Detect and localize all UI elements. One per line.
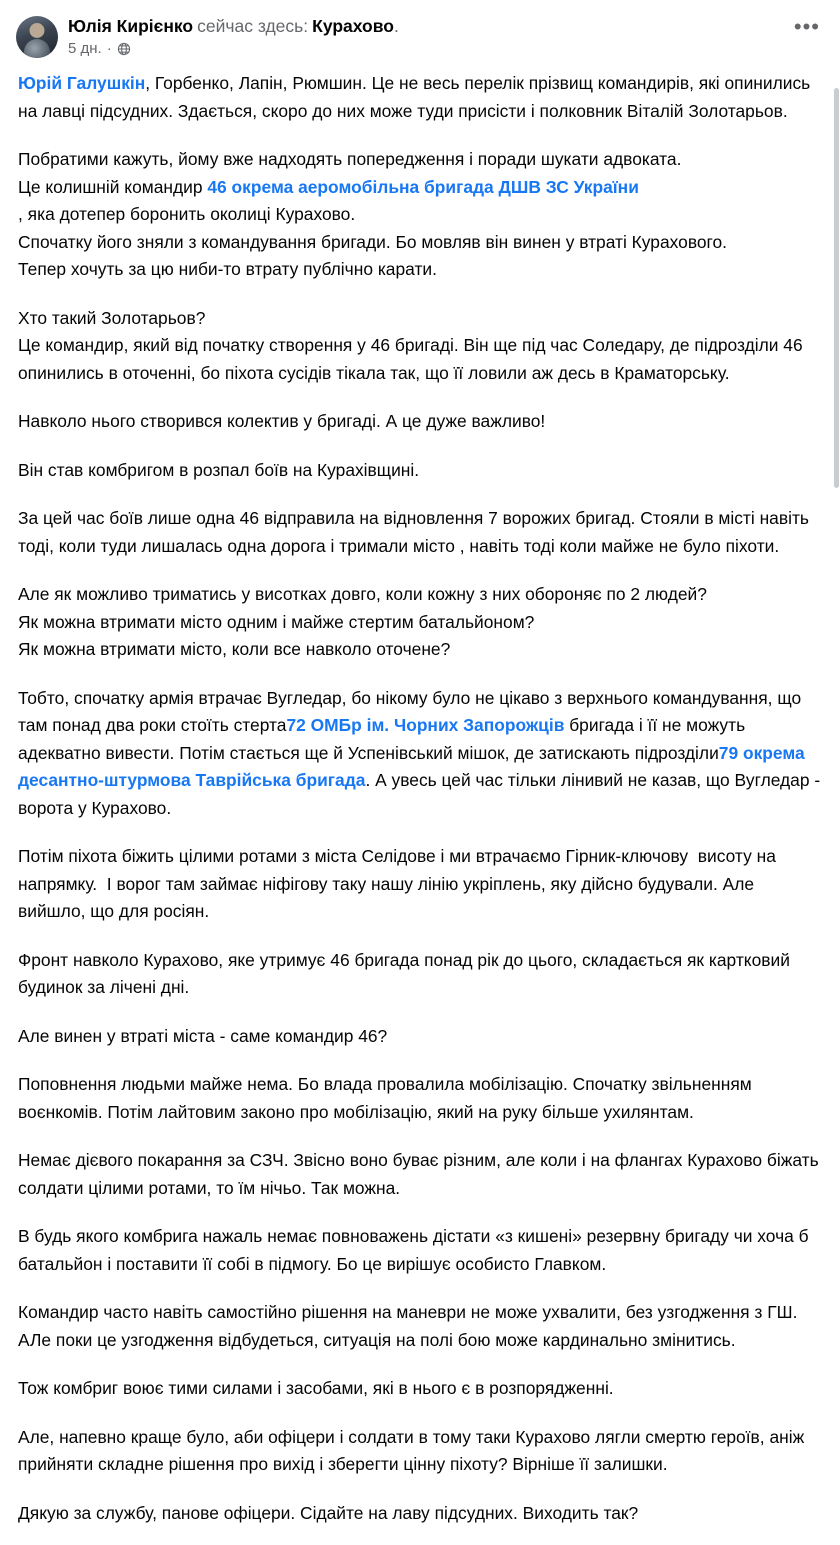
inline-link[interactable]: 72 ОМБр ім. Чорних Запорожців [286,715,565,735]
post-paragraph [18,843,822,926]
post-paragraph [18,1147,822,1202]
paragraph-text: Тобто, спочатку армія втрачає Вугледар, бо нікому було не цікаво з верхнього командування, що там понад два роки стоїть стерта [18,687,806,735]
more-options-icon[interactable]: ••• [793,14,820,39]
post-body [0,64,840,1545]
post-paragraph [18,70,822,125]
post-paragraph [18,581,822,664]
post-paragraph [18,1500,822,1528]
globe-icon[interactable] [117,42,131,56]
paragraph-text: За цей час боїв лише одна 46 відправила на відновлення 7 ворожих бригад. Стояли в місті навіть тоді, коли туди лишалась одна дорога і тримали місто , навіть тоді коли майже не було піхоти. [18,508,814,556]
post-paragraph [18,1375,822,1403]
paragraph-text: Хто такий Золотарьов? Це командир, який від початку створення у 46 бригаді. Він ще під час Соледару, де підрозділи 46 опинились в оточенні, бо піхота сусідів тікала так, що її ловили аж десь в Краматорську. [18,307,803,383]
post-byline [68,15,784,37]
inline-link[interactable]: 79 окрема десантно-штурмова Таврійська бригада [18,742,810,790]
paragraph-text: Навколо нього створився колектив у бригаді. А це дуже важливо! [18,411,546,431]
post-paragraph [18,408,822,436]
paragraph-text: бригада і її не можуть адекватно вивести. Потім стається ще й Успенівський мішок, де затискають підрозділи [18,715,750,763]
paragraph-text: Поповнення людьми майже нема. Бо влада провалила мобілізацію. Спочатку звільненням воєнкомів. Потім лайтовим законо про мобілізацію, який на руку більше ухилянтам. [18,1074,757,1122]
avatar[interactable] [16,16,58,58]
post-timestamp[interactable]: 5 дн. [68,40,102,57]
post-paragraph [18,505,822,560]
scrollbar-track[interactable] [833,0,840,1280]
paragraph-text: Але, напевно краще було, аби офіцери і солдати в тому таки Курахово лягли смертю героїв, аніж прийняти складне рішення про вихід і зберегти цінну піхоту? Вірніше її залишки. [18,1426,810,1474]
checkin-place[interactable]: Курахово [312,16,394,36]
paragraph-text: Побратими кажуть, йому вже надходять попередження і поради шукати адвоката. Це колишній командир [18,149,682,197]
post-paragraph [18,1424,822,1479]
paragraph-text: Але винен у втраті міста - саме командир 46? [18,1025,388,1046]
post-paragraph [18,947,822,1002]
checkin-suffix: . [393,16,399,36]
inline-link[interactable]: 46 окрема аеромобільна бригада ДШВ ЗС України [207,176,639,197]
paragraph-text: Фронт навколо Курахово, яке утримує 46 бригада понад рік до цього, складається як картковий будинок за лічені дні. [18,949,795,997]
meta-separator: · [106,40,112,57]
post-header-text [68,14,784,58]
post-paragraph [18,685,825,823]
paragraph-text: Потім піхота біжить цілими ротами з міста Селідове і ми втрачаємо Гірник-ключову висоту на напрямку. І ворог там займає ніфігову таку нашу лінію укріплень, яку дійсно будували. Але вийшло, що для росіян. [18,846,781,921]
author-name[interactable]: Юлія Кирієнко [68,16,194,36]
paragraph-text: , Горбенко, Лапін, Рюмшин. Це не весь перелік прізвищ командирів, які опинились на лавці підсудних. Здається, скоро до них може туди присісти і полковник Віталій Золотарьов. [18,73,816,121]
paragraph-text: Дякую за службу, панове офіцери. Сідайте на лаву підсудних. Виходить так? [18,1502,639,1523]
post-paragraph [18,457,822,485]
scrollbar-thumb[interactable] [834,88,839,488]
post-paragraph [18,1223,822,1278]
inline-link[interactable]: Юрій Галушкін [18,73,146,93]
post-paragraph [18,146,822,284]
paragraph-text: Але як можливо триматись у висотках довго, коли кожну з них обороняє по 2 людей? Як можна втримати місто одним і майже стертим батальйоном? Як можна втримати місто, коли все навколо оточене? [18,584,707,659]
post-header [0,0,840,64]
post-meta [68,40,784,58]
paragraph-text: Тож комбриг воює тими силами і засобами, які в нього є в розпорядженні. [18,1378,614,1398]
paragraph-text: , яка дотепер боронить околиці Курахово. Спочатку його зняли з командування бригади. Бо мовляв він винен у втраті Курахового. Тепер хочуть за цю ниби-то втрату публічно карати. [18,204,727,279]
checkin-prefix: сейчас здесь: [197,16,309,36]
paragraph-text: В будь якого комбрига нажаль немає повноважень дістати «з кишені» резервну бригаду чи хоча б батальйон і поставити її собі в підмогу. Бо це вирішує особисто Главком. [18,1226,814,1274]
post-paragraph [18,305,822,388]
paragraph-text: Немає дієвого покарання за СЗЧ. Звісно воно буває різним, але коли і на флангах Курахово біжать солдати цілими ротами, то їм нічьо. Так можна. [18,1150,824,1198]
paragraph-text: . А увесь цей час тільки лінивий не казав, що Вугледар - ворота у Курахово. [18,770,825,818]
paragraph-text: Командир часто навіть самостійно рішення на маневри не може ухвалити, без узгодження з ГШ. АЛе поки це узгодження відбудеться, ситуація на полі бою може кардинально змінитись. [18,1302,803,1350]
post-paragraph [18,1299,822,1354]
post-paragraph [18,1023,822,1051]
paragraph-text: Він став комбригом в розпал боїв на Курахівщині. [18,459,420,480]
post-paragraph [18,1071,822,1126]
